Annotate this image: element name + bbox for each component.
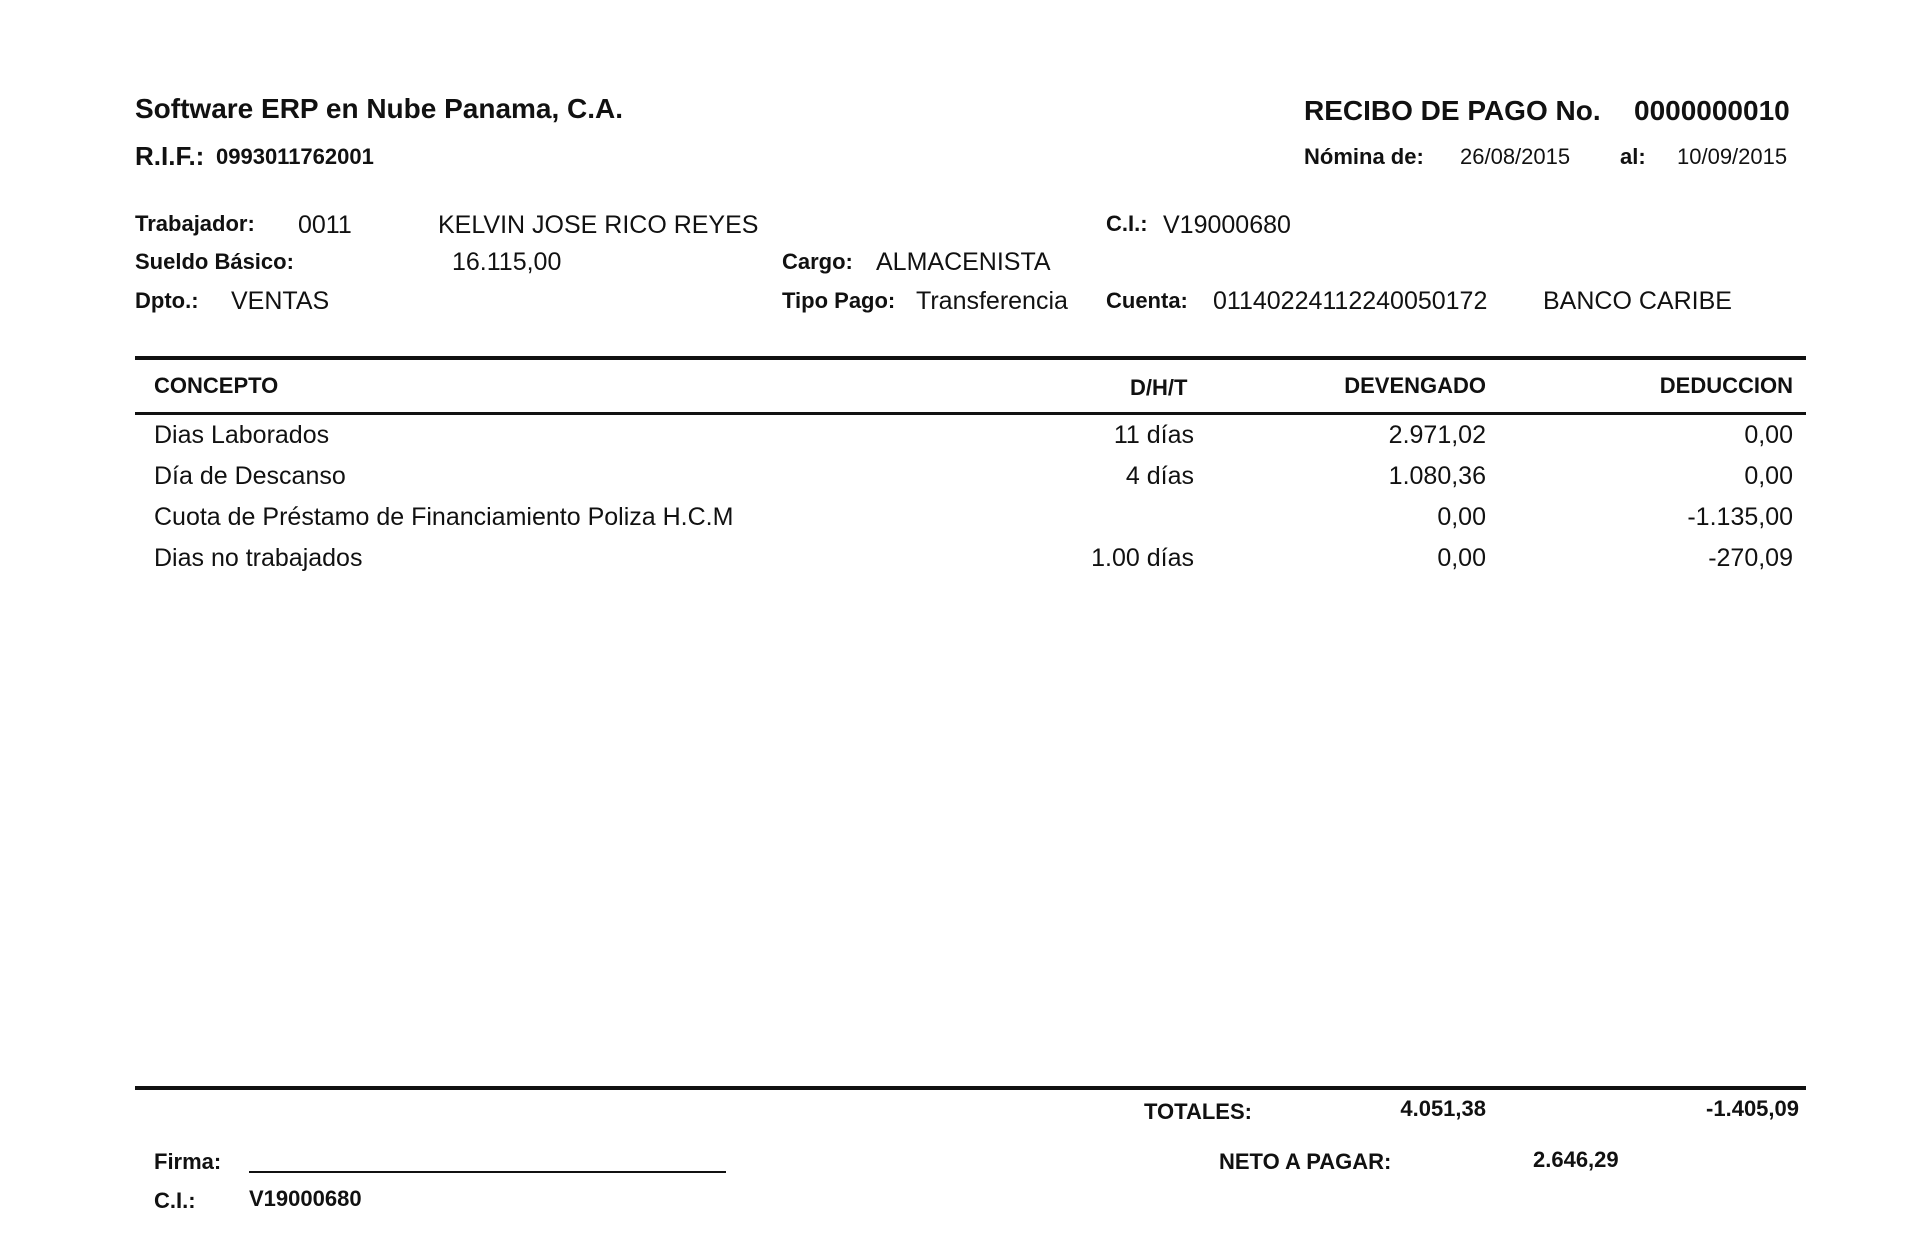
bank-name: BANCO CARIBE [1543,287,1732,315]
receipt-number: 0000000010 [1634,95,1790,126]
row-2-deduccion: 0,00 [1744,462,1793,490]
totals-rule [135,1086,1806,1090]
row-1-devengado: 2.971,02 [1388,421,1486,449]
tipo-pago-value: Transferencia [916,287,1068,315]
totals-deduccion: -1.405,09 [1706,1096,1799,1121]
cuenta-value: 01140224112240050172 [1213,287,1488,315]
totals-devengado: 4.051,38 [1400,1096,1486,1121]
col-header-dht: D/H/T [1130,375,1188,400]
row-4-devengado: 0,00 [1437,544,1486,572]
date-to: 10/09/2015 [1677,144,1788,169]
row-3-concepto: Cuota de Préstamo de Financiamiento Poliza H.C.M [154,503,734,531]
col-header-devengado: DEVENGADO [1344,373,1486,398]
row-2-dht: 4 días [1125,462,1194,490]
row-3-devengado: 0,00 [1437,503,1486,531]
date-from: 26/08/2015 [1460,144,1571,169]
trabajador-label: Trabajador: [135,211,255,236]
worker-code: 0011 [298,211,352,239]
row-4-dht: 1.00 días [1091,544,1194,572]
table-top-rule [135,356,1806,360]
row-1-concepto: Dias Laborados [154,421,330,449]
table-header-rule [135,412,1806,415]
row-1-dht: 11 días [1113,421,1194,449]
firma-label: Firma: [154,1149,222,1174]
neto-value: 2.646,29 [1533,1147,1619,1172]
sueldo-label: Sueldo Básico: [135,249,294,274]
sueldo-value: 16.115,00 [452,248,562,276]
rif-value: 0993011762001 [216,144,374,169]
signature-ci-label: C.I.: [154,1188,196,1213]
col-header-deduccion: DEDUCCION [1659,373,1793,398]
row-2-devengado: 1.080,36 [1388,462,1486,490]
cargo-label: Cargo: [782,249,853,274]
row-4-deduccion: -270,09 [1708,544,1793,572]
worker-ci-label: C.I.: [1106,211,1148,236]
nomina-label: Nómina de: [1304,144,1424,169]
tipo-pago-label: Tipo Pago: [782,288,896,313]
worker-ci-value: V19000680 [1163,211,1291,239]
row-4-concepto: Dias no trabajados [154,544,363,572]
row-2-concepto: Día de Descanso [154,462,346,490]
dpto-value: VENTAS [231,287,330,315]
signature-ci-value: V19000680 [249,1186,362,1211]
row-3-deduccion: -1.135,00 [1687,503,1793,531]
dpto-label: Dpto.: [135,288,199,313]
receipt-title: RECIBO DE PAGO No. [1304,95,1601,126]
signature-line [249,1171,726,1173]
row-1-deduccion: 0,00 [1744,421,1793,449]
al-label: al: [1620,144,1646,169]
neto-label: NETO A PAGAR: [1219,1149,1392,1174]
cuenta-label: Cuenta: [1106,288,1188,313]
company-name: Software ERP en Nube Panama, C.A. [135,93,624,124]
totals-label: TOTALES: [1144,1099,1252,1124]
col-header-concepto: CONCEPTO [154,373,279,398]
cargo-value: ALMACENISTA [876,248,1051,276]
rif-label: R.I.F.: [135,141,205,171]
worker-name: KELVIN JOSE RICO REYES [438,211,759,239]
